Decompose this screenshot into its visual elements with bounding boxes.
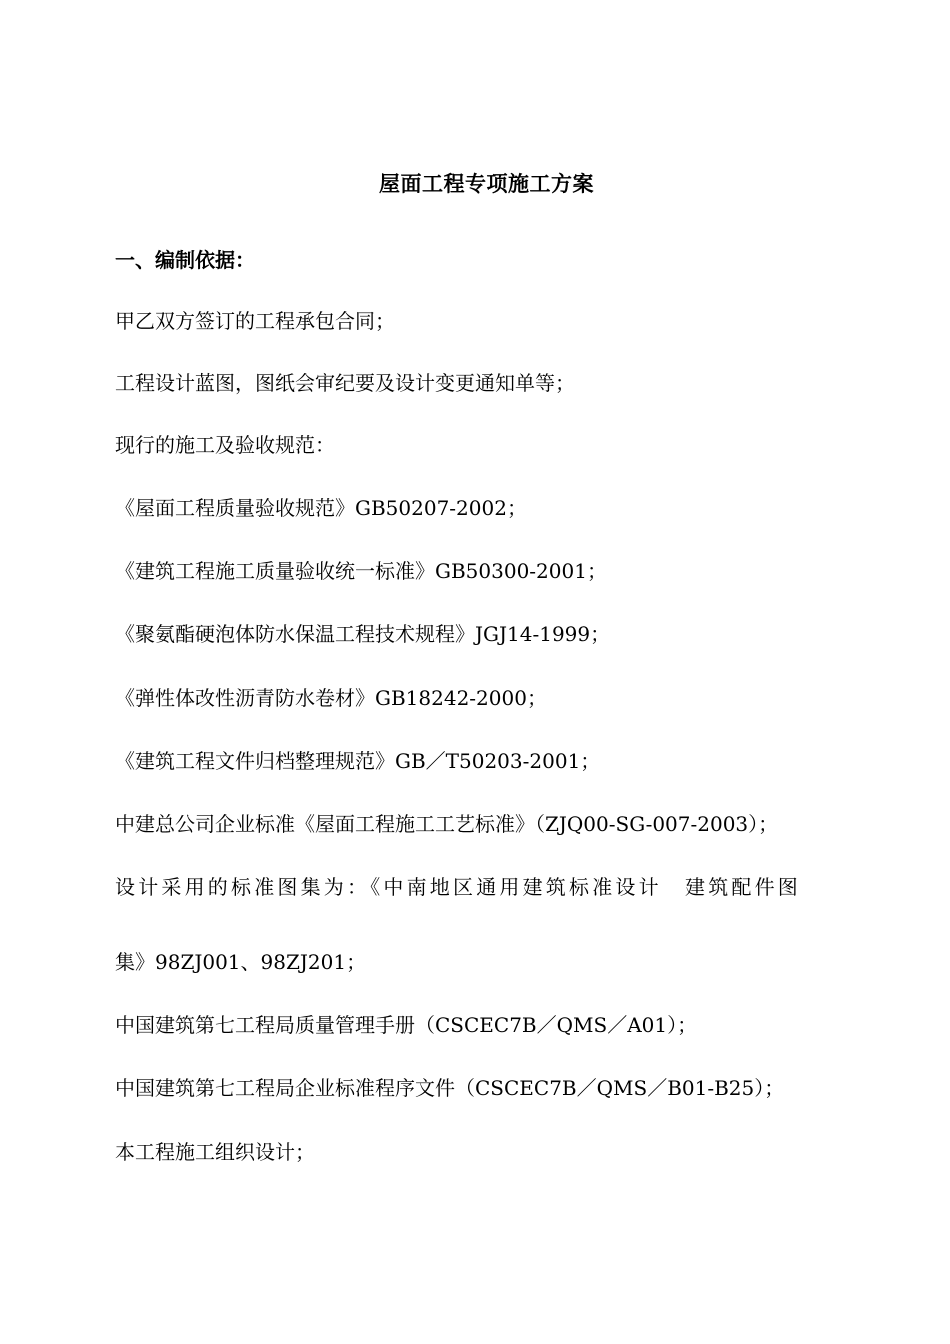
basis-line-4: 《屋面工程质量验收规范》GB50207-2002； (115, 496, 527, 520)
basis-line-1: 甲乙双方签订的工程承包合同； (115, 309, 395, 333)
basis-line-7: 《弹性体改性沥青防水卷材》GB18242-2000； (115, 686, 547, 710)
basis-line-6: 《聚氨酯硬泡体防水保温工程技术规程》JGJ14-1999； (115, 622, 611, 646)
section-heading: 一、编制依据： (115, 248, 255, 272)
basis-line-8: 《建筑工程文件归档整理规范》GB／T50203-2001； (115, 749, 601, 773)
basis-line-10-continued: 集》98ZJ001、98ZJ201； (115, 950, 367, 974)
basis-line-9: 中建总公司企业标准《屋面工程施工工艺标准》（ZJQ00-SG-007-2003）； (115, 812, 779, 836)
document-title: 屋面工程专项施工方案 (379, 171, 594, 196)
basis-line-13: 本工程施工组织设计； (115, 1140, 315, 1164)
basis-line-10: 设计采用的标准图集为：《中南地区通用建筑标准设计 建筑配件图 (115, 875, 801, 899)
basis-line-2: 工程设计蓝图，图纸会审纪要及设计变更通知单等； (115, 371, 575, 395)
basis-line-12: 中国建筑第七工程局企业标准程序文件（CSCEC7B／QMS／B01-B25）； (115, 1076, 785, 1100)
basis-line-3: 现行的施工及验收规范： (115, 433, 335, 457)
basis-line-5: 《建筑工程施工质量验收统一标准》GB50300-2001； (115, 559, 607, 583)
basis-line-11: 中国建筑第七工程局质量管理手册（CSCEC7B／QMS／A01）； (115, 1013, 698, 1037)
